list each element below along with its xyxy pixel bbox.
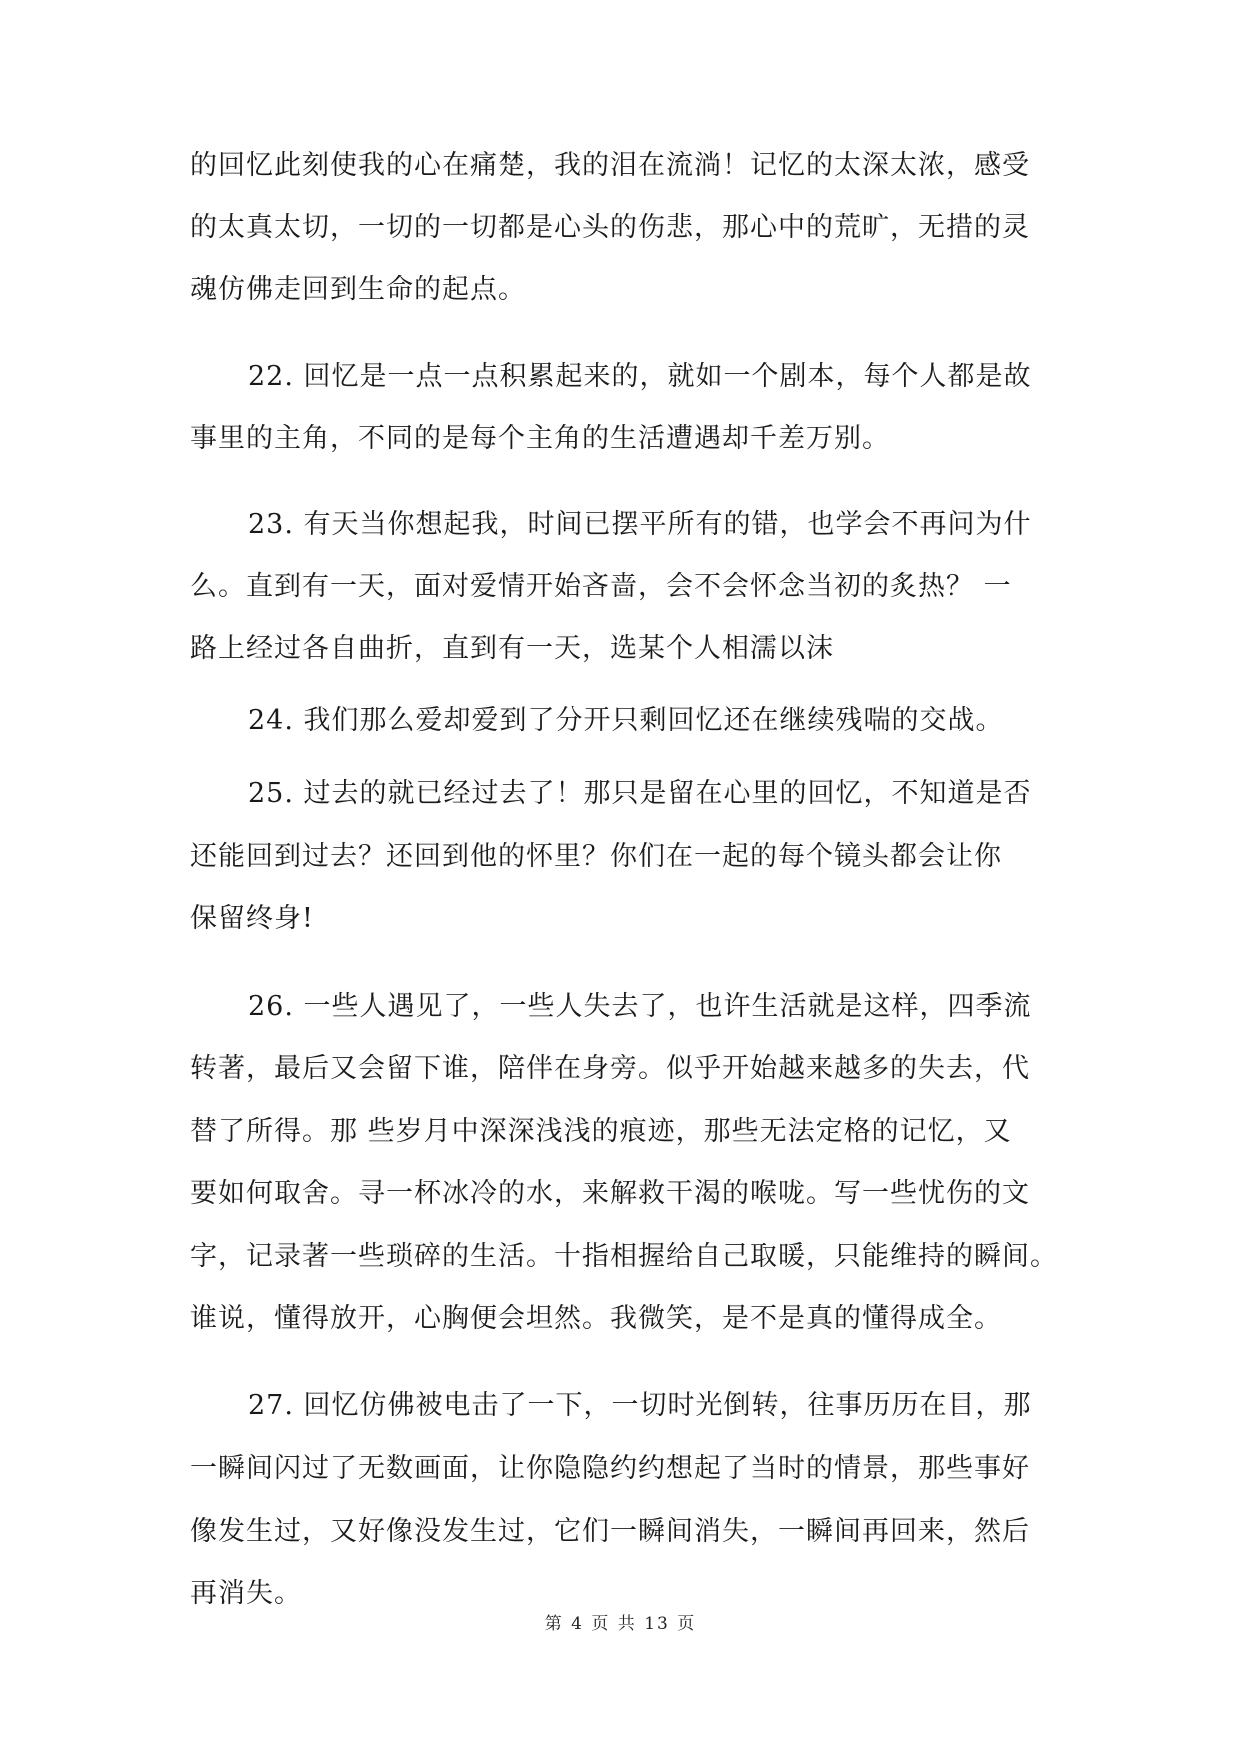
text-line: 的太真太切，一切的一切都是心头的伤悲，那心中的荒旷，无措的灵	[190, 212, 1030, 243]
text-line: 还能回到过去？还回到他的怀里？你们在一起的每个镜头都会让你	[190, 841, 1002, 872]
text-line: 字，记录著一些琐碎的生活。十指相握给自己取暖，只能维持的瞬间。	[190, 1241, 1058, 1272]
text-line: 像发生过，又好像没发生过，它们一瞬间消失，一瞬间再回来，然后	[190, 1516, 1030, 1547]
text-line: 转著，最后又会留下谁，陪伴在身旁。似乎开始越来越多的失去，代	[190, 1053, 1030, 1084]
page-number-footer: 第 4 页 共 13 页	[544, 1614, 697, 1634]
text-line: 再消失。	[190, 1578, 302, 1609]
text-line: 25. 过去的就已经过去了！那只是留在心里的回忆，不知道是否	[248, 778, 1032, 809]
text-line: 保留终身!	[190, 903, 314, 934]
text-line: 26. 一些人遇见了，一些人失去了，也许生活就是这样，四季流	[248, 991, 1032, 1022]
text-line: 么。直到有一天，面对爱情开始吝啬，会不会怀念当初的炙热？ 一	[190, 571, 1012, 602]
text-line: 路上经过各自曲折，直到有一天，选某个人相濡以沫	[190, 633, 834, 664]
text-line: 替了所得。那 些岁月中深深浅浅的痕迹，那些无法定格的记忆，又	[190, 1116, 1012, 1147]
text-line: 一瞬间闪过了无数画面，让你隐隐约约想起了当时的情景，那些事好	[190, 1453, 1030, 1484]
text-line: 24. 我们那么爱却爱到了分开只剩回忆还在继续残喘的交战。	[248, 705, 1004, 736]
text-line: 谁说，懂得放开，心胸便会坦然。我微笑，是不是真的懂得成全。	[190, 1303, 1002, 1334]
text-line: 27. 回忆仿佛被电击了一下，一切时光倒转，往事历历在目，那	[248, 1390, 1032, 1421]
text-line: 要如何取舍。寻一杯冰冷的水，来解救干渴的喉咙。写一些忧伤的文	[190, 1178, 1030, 1209]
text-line: 23. 有天当你想起我，时间已摆平所有的错，也学会不再问为什	[248, 509, 1032, 540]
text-line: 22. 回忆是一点一点积累起来的，就如一个剧本，每个人都是故	[248, 361, 1032, 392]
text-line: 事里的主角，不同的是每个主角的生活遭遇却千差万别。	[190, 423, 890, 454]
text-line: 的回忆此刻使我的心在痛楚，我的泪在流淌！记忆的太深太浓，感受	[190, 150, 1030, 181]
text-line: 魂仿佛走回到生命的起点。	[190, 274, 526, 305]
